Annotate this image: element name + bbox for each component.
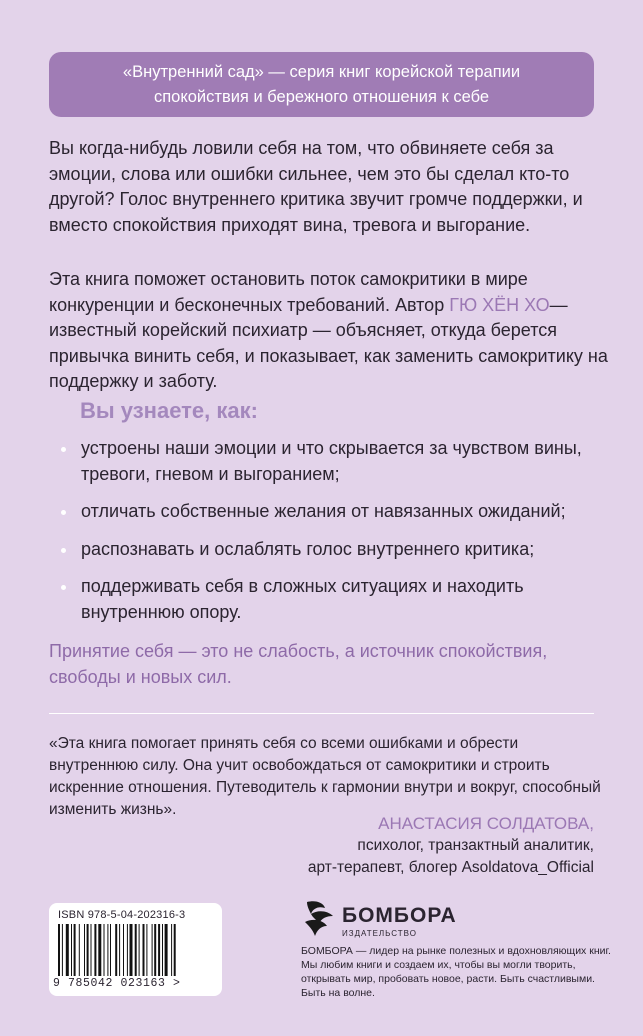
reviewer-role-2: арт-терапевт, блогер Asoldatova_Official	[307, 859, 594, 876]
bullet-dot-icon	[61, 510, 66, 515]
review-quote: «Эта книга помогает принять себя со всеми ошибками и обрести внутреннюю силу. Она учит освобождаться от самокритики и строить искренние отношения. Путеводитель к гармонии внутри и вокруг, способный изменить жизнь».	[49, 735, 601, 818]
learn-heading: Вы узнаете, как:	[80, 398, 258, 423]
publisher-subtitle: ИЗДАТЕЛЬСТВО	[342, 929, 417, 938]
paragraph-2-end: — известный корейский психиатр — объясняет, откуда берется привычка винить себя, и показывает, как заменить самокритику на поддержку и заботу.	[49, 294, 608, 391]
publisher-description: БОМБОРА — лидер на рынке полезных и вдохновляющих книг. Мы любим книги и создаем их, чтобы вы могли творить, открывать мир, пробовать новое, расти. Быть счастливыми. Быть на волне.	[301, 945, 611, 999]
list-item	[49, 436, 609, 487]
list-item-text: распознавать и ослаблять голос внутреннего критика;	[81, 538, 535, 559]
barcode-icon	[58, 924, 213, 976]
bullet-dot-icon	[61, 548, 66, 553]
reviewer-name: АНАСТАСИЯ СОЛДАТОВА,	[378, 814, 594, 833]
publisher-name: БОМБОРА	[342, 904, 457, 927]
list-item	[49, 499, 609, 525]
bullet-dot-icon	[61, 585, 66, 590]
isbn-barcode	[49, 903, 222, 996]
series-banner	[49, 52, 594, 117]
author-name: ГЮ ХЁН ХО	[449, 294, 550, 315]
closing-statement: Принятие себя — это не слабость, а источник спокойствия, свободы и новых сил.	[49, 641, 548, 687]
banner-line-2: спокойствия и бережного отношения к себе	[153, 87, 490, 106]
review-attribution	[308, 813, 594, 879]
learn-list	[49, 436, 609, 637]
list-item	[49, 537, 609, 563]
intro-paragraph-1: Вы когда-нибудь ловили себя на том, что обвиняете себя за эмоции, слова или ошибки сильнее, чем это бы сделал кто-то другой? Голос внутреннего критика звучит громче поддержки, и вместо спокойствия приходят вина, тревога и выгорание.	[49, 138, 583, 235]
section-divider	[49, 713, 594, 714]
bullet-dot-icon	[61, 447, 66, 452]
list-item	[49, 574, 609, 625]
intro-paragraph-2	[49, 267, 609, 395]
banner-line-1: «Внутренний сад» — серия книг корейской терапии	[122, 62, 521, 81]
paragraph-2-start: Эта книга поможет остановить поток самокритики в мире конкуренции и бесконечных требований. Автор	[49, 269, 528, 315]
barcode-digits: 9 785042 023163 >	[53, 977, 181, 990]
reviewer-role-1: психолог, транзактный аналитик,	[357, 837, 594, 854]
list-item-text: устроены наши эмоции и что скрывается за чувством вины, тревоги, гневом и выгоранием;	[81, 438, 582, 484]
isbn-label: ISBN 978-5-04-202316-3	[58, 909, 186, 921]
list-item-text: отличать собственные желания от навязанных ожиданий;	[81, 501, 566, 521]
list-item-text: поддерживать себя в сложных ситуациях и находить внутреннюю опору.	[81, 576, 524, 622]
bombora-logo-icon	[301, 900, 339, 940]
